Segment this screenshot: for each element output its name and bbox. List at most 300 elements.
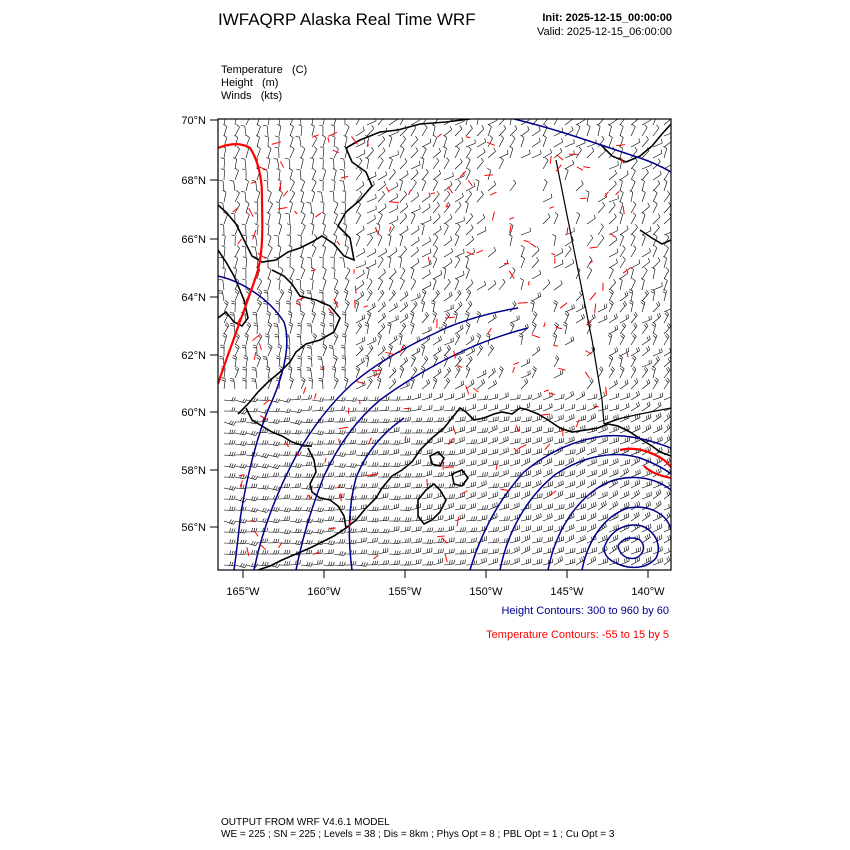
wind-barb-feather <box>661 524 662 528</box>
wind-barb-feather <box>245 520 247 524</box>
wind-barb <box>576 419 586 422</box>
wind-barb <box>455 205 461 213</box>
wind-barb-feather <box>373 419 374 423</box>
wind-barb <box>466 443 476 444</box>
wind-barb-feather <box>408 538 409 542</box>
wind-barb-feather <box>577 124 580 127</box>
wind-barb-feather <box>635 323 637 326</box>
wind-barb-feather <box>265 336 269 338</box>
wind-barb <box>378 215 382 224</box>
wind-barb-feather <box>562 248 563 252</box>
wind-barb <box>389 258 391 268</box>
wind-barb-feather <box>574 524 575 528</box>
wind-barb <box>400 229 408 235</box>
wind-barb-feather <box>278 454 280 458</box>
wind-barb <box>257 303 262 312</box>
wind-barb-feather <box>331 527 332 531</box>
wind-barb-feather <box>654 113 657 116</box>
wind-barb <box>543 182 547 191</box>
wind-barb-feather <box>222 235 226 237</box>
wind-barb <box>257 116 261 125</box>
height-contour-legend: Height Contours: 300 to 960 by 60 <box>501 605 669 617</box>
wind-barb-feather <box>672 468 673 472</box>
wind-barb <box>631 337 636 346</box>
wind-barb <box>389 487 399 488</box>
wind-barb-feather <box>657 427 658 431</box>
wind-barb-feather <box>311 540 313 544</box>
wind-barb-feather <box>504 438 505 442</box>
wind-barb-feather <box>259 334 262 337</box>
wind-barb-feather <box>672 524 673 528</box>
wind-barb-feather <box>492 369 494 373</box>
wind-barb <box>488 408 498 411</box>
wind-barb-feather <box>252 484 253 488</box>
wind-barb <box>378 175 387 180</box>
wind-barb <box>631 237 635 246</box>
wind-barb <box>235 532 245 533</box>
wind-barb-feather <box>629 292 633 294</box>
lon-label: 145°W <box>550 586 584 598</box>
wind-barb <box>488 127 491 136</box>
wind-barb-feather <box>447 369 449 372</box>
temperature-dash <box>390 202 399 203</box>
wind-barb-feather <box>662 348 663 352</box>
wind-barb-feather <box>494 247 496 251</box>
wind-barb-feather <box>340 463 342 467</box>
wind-barb <box>554 398 564 400</box>
wind-barb-feather <box>397 205 398 209</box>
wind-barb-feather <box>571 337 572 341</box>
wind-barb-feather <box>648 415 649 419</box>
wind-barb-feather <box>617 347 618 351</box>
wind-barb-feather <box>223 190 227 192</box>
wind-barb-feather <box>346 300 349 303</box>
wind-barb-feather <box>307 530 309 534</box>
wind-barb-feather <box>451 181 452 185</box>
wind-barb-feather <box>361 359 362 363</box>
wind-barb-feather <box>570 438 571 442</box>
wind-barb <box>532 261 539 269</box>
wind-barb-feather <box>265 562 266 566</box>
wind-barb-feather <box>656 415 657 419</box>
wind-barb-feather <box>648 258 650 262</box>
wind-barb-feather <box>487 168 491 170</box>
wind-barb-feather <box>355 450 356 454</box>
wind-barb-feather <box>322 549 323 553</box>
wind-barb-feather <box>594 314 595 318</box>
wind-barb-feather <box>573 502 574 506</box>
wind-barb-feather <box>377 463 378 467</box>
wind-barb-feather <box>314 333 317 336</box>
wind-barb-feather <box>410 313 413 315</box>
wind-barb <box>268 422 278 423</box>
wind-barb-feather <box>276 303 280 304</box>
wind-barb-feather <box>267 539 268 543</box>
wind-barb-feather <box>599 368 602 371</box>
wind-barb-feather <box>417 247 419 251</box>
wind-barb <box>224 215 227 224</box>
wind-barb-feather <box>560 148 562 152</box>
wind-barb <box>664 381 670 389</box>
wind-barb-feather <box>377 518 378 522</box>
wind-barb-feather <box>594 448 595 452</box>
wind-barb <box>290 236 291 246</box>
wind-barb <box>356 565 366 566</box>
temperature-dash <box>550 207 554 209</box>
wind-barb-feather <box>618 469 619 473</box>
wind-barb <box>311 258 312 268</box>
wind-barb <box>488 562 498 565</box>
wind-barb-feather <box>278 473 279 477</box>
wind-barb <box>356 185 364 191</box>
wind-barb-feather <box>220 347 224 348</box>
temperature-dash <box>457 517 459 526</box>
wind-barb-feather <box>365 358 369 360</box>
wind-barb <box>510 138 515 147</box>
wind-barb-feather <box>456 335 459 338</box>
wind-barb <box>587 440 596 444</box>
wind-barb <box>444 397 454 400</box>
wind-barb-feather <box>265 539 266 543</box>
wind-barb-feather <box>620 124 623 126</box>
wind-barb <box>235 193 240 202</box>
wind-barb-feather <box>487 472 488 476</box>
wind-barb-feather <box>287 508 289 512</box>
wind-barb-feather <box>666 268 669 271</box>
wind-barb-feather <box>297 323 301 324</box>
wind-barb-feather <box>300 190 303 192</box>
temperature-dash <box>550 491 557 495</box>
wind-barb-feather <box>476 528 477 532</box>
wind-barb-feather <box>582 448 583 452</box>
wind-barb-feather <box>439 148 441 152</box>
wind-barb <box>466 520 476 521</box>
wind-barb-feather <box>634 514 635 518</box>
wind-barb <box>389 319 398 323</box>
wind-barb-feather <box>432 429 433 433</box>
wind-barb-feather <box>364 495 365 499</box>
wind-barb-feather <box>441 270 442 274</box>
wind-barb <box>455 328 463 334</box>
wind-barb <box>587 218 595 224</box>
wind-barb-feather <box>395 496 396 500</box>
temperature-dash <box>445 317 455 318</box>
wind-barb-feather <box>421 344 424 346</box>
wind-barb <box>367 487 377 488</box>
wind-barb-feather <box>296 473 297 477</box>
wind-barb-feather <box>380 278 383 281</box>
wind-barb-feather <box>532 324 535 327</box>
wind-barb <box>400 295 408 301</box>
wind-barb <box>433 182 438 191</box>
wind-barb-feather <box>472 440 473 444</box>
wind-barb-feather <box>476 439 477 443</box>
wind-barb <box>345 400 355 401</box>
temperature-dash <box>590 247 598 248</box>
wind-barb <box>334 433 344 434</box>
wind-barb <box>433 421 443 422</box>
wind-barb-feather <box>439 472 440 476</box>
wind-barb-feather <box>498 538 499 542</box>
wind-barb <box>565 528 574 532</box>
wind-barb <box>543 138 546 147</box>
wind-barb-feather <box>617 490 618 494</box>
wind-barb-feather <box>593 414 594 418</box>
wind-barb-feather <box>614 546 615 550</box>
wind-barb-feather <box>322 483 323 487</box>
wind-barb-feather <box>483 214 485 218</box>
wind-barb-feather <box>591 504 592 508</box>
wind-barb <box>576 143 585 147</box>
wind-barb <box>455 430 465 433</box>
wind-barb-feather <box>425 356 428 359</box>
wind-barb <box>279 444 289 445</box>
wind-barb-feather <box>276 465 278 469</box>
wind-barb-feather <box>647 513 648 517</box>
wind-barb-feather <box>635 459 636 463</box>
wind-barb-feather <box>434 135 437 138</box>
wind-barb <box>257 313 258 323</box>
wind-barb-feather <box>258 302 261 305</box>
wind-barb-feather <box>621 335 624 338</box>
wind-barb-feather <box>647 381 649 385</box>
wind-barb <box>499 464 509 467</box>
wind-barb <box>521 130 529 136</box>
wind-barb <box>411 409 421 411</box>
wind-barb <box>389 186 398 191</box>
wind-barb-feather <box>274 235 278 236</box>
wind-barb-feather <box>263 473 264 477</box>
wind-barb-feather <box>331 541 333 545</box>
wind-barb-feather <box>331 516 332 520</box>
wind-barb-feather <box>307 326 311 327</box>
wind-barb-feather <box>287 561 288 565</box>
wind-barb <box>554 419 563 422</box>
wind-barb <box>466 552 476 554</box>
wind-barb-feather <box>601 503 602 507</box>
wind-barb <box>642 383 650 389</box>
wind-barb <box>521 399 531 400</box>
wind-barb-feather <box>618 458 619 462</box>
wind-barb-feather <box>219 280 223 281</box>
wind-barb <box>521 374 530 378</box>
wind-barb-feather <box>428 462 429 466</box>
wind-barb <box>301 215 305 224</box>
wind-barb-feather <box>322 560 323 564</box>
wind-barb-feather <box>448 279 450 282</box>
wind-barb-feather <box>265 519 267 523</box>
wind-barb-feather <box>318 507 320 511</box>
wind-barb <box>268 237 271 247</box>
wind-barb <box>554 374 563 379</box>
wind-barb-feather <box>230 181 234 182</box>
wind-barb-feather <box>319 290 323 291</box>
wind-barb-feather <box>452 406 453 410</box>
wind-barb-feather <box>529 150 530 154</box>
wind-barb-feather <box>333 396 334 400</box>
wind-barb <box>532 250 539 257</box>
wind-barb <box>367 264 376 268</box>
wind-barb-feather <box>298 125 302 127</box>
wind-barb-feather <box>307 562 309 566</box>
wind-barb-feather <box>232 464 234 468</box>
wind-barb-feather <box>495 426 496 430</box>
wind-barb-feather <box>654 333 657 336</box>
wind-barb <box>642 474 651 477</box>
wind-barb-feather <box>673 392 674 396</box>
wind-barb <box>257 532 267 533</box>
wind-barb-feather <box>342 484 343 488</box>
wind-barb-feather <box>654 201 657 204</box>
wind-barb-feather <box>601 235 604 238</box>
wind-barb-feather <box>353 463 355 467</box>
wind-barb-feather <box>240 563 242 566</box>
wind-barb-feather <box>635 147 637 150</box>
wind-barb-feather <box>614 279 616 282</box>
wind-barb-feather <box>344 530 346 534</box>
wind-barb-feather <box>584 469 585 473</box>
wind-barb-feather <box>245 179 248 181</box>
wind-barb-feather <box>377 450 378 454</box>
wind-barb-feather <box>403 323 406 326</box>
wind-barb-feather <box>471 381 472 385</box>
wind-barb-feather <box>431 326 432 330</box>
wind-barb-feather <box>552 234 556 236</box>
wind-barb-feather <box>661 425 662 429</box>
wind-barb <box>255 247 257 257</box>
temperature-dash <box>509 271 514 279</box>
wind-barb-feather <box>347 268 350 271</box>
wind-barb-feather <box>377 483 378 487</box>
wind-barb-feather <box>439 528 440 532</box>
wind-barb-feather <box>318 463 319 467</box>
wind-barb-feather <box>274 507 276 511</box>
wind-barb-feather <box>307 291 311 292</box>
wind-barb <box>444 160 449 169</box>
wind-barb-feather <box>320 431 322 435</box>
wind-barb-feather <box>417 539 418 543</box>
wind-barb-feather <box>223 336 227 338</box>
wind-barb <box>400 195 407 203</box>
wind-barb-feather <box>513 303 515 306</box>
wind-barb-feather <box>286 358 290 359</box>
wind-barb-feather <box>370 235 373 238</box>
wind-barb-feather <box>230 452 231 456</box>
wind-barb-feather <box>450 462 451 466</box>
wind-barb-feather <box>371 147 373 150</box>
wind-barb <box>400 317 408 323</box>
wind-barb-feather <box>658 469 659 473</box>
wind-barb-feather <box>463 527 464 531</box>
wind-barb-feather <box>574 139 575 143</box>
wind-barb-feather <box>566 311 569 314</box>
wind-barb-feather <box>236 366 239 369</box>
wind-barb-feather <box>610 291 613 294</box>
wind-barb <box>411 463 421 466</box>
wind-barb-feather <box>335 289 338 292</box>
wind-barb <box>235 248 240 257</box>
wind-barb-feather <box>292 190 295 193</box>
wind-barb-feather <box>256 190 259 192</box>
wind-barb <box>367 209 376 213</box>
wind-barb-feather <box>450 484 451 488</box>
wind-barb <box>312 126 314 136</box>
wind-barb-feather <box>375 407 376 411</box>
wind-barb <box>278 236 279 246</box>
wind-barb-feather <box>591 558 592 562</box>
wind-barb-feather <box>276 419 278 423</box>
wind-barb-feather <box>645 268 648 271</box>
wind-barb-feather <box>278 539 279 543</box>
wind-barb-feather <box>485 227 486 231</box>
wind-barb-feather <box>474 538 475 542</box>
wind-barb-feather <box>485 472 486 476</box>
wind-barb-feather <box>637 115 639 119</box>
wind-barb <box>224 236 225 246</box>
wind-barb-feather <box>422 366 425 368</box>
wind-barb-feather <box>493 315 494 319</box>
wind-barb-feather <box>309 395 310 399</box>
wind-barb <box>301 159 303 169</box>
wind-barb-feather <box>607 315 608 319</box>
wind-barb-feather <box>657 314 659 318</box>
wind-barb-feather <box>345 302 348 305</box>
wind-barb <box>224 510 234 511</box>
wind-barb <box>499 154 508 158</box>
wind-barb-feather <box>434 377 437 380</box>
wind-barb-feather <box>265 474 266 478</box>
wind-barb-feather <box>429 193 430 197</box>
wind-barb <box>433 532 443 533</box>
wind-barb-feather <box>667 558 669 562</box>
wind-barb <box>510 540 520 543</box>
wind-barb-feather <box>242 279 246 280</box>
wind-barb <box>631 551 641 554</box>
wind-barb <box>631 429 640 433</box>
wind-barb-feather <box>496 538 497 542</box>
wind-barb-feather <box>410 417 411 421</box>
wind-barb-feather <box>494 484 495 488</box>
wind-barb-feather <box>511 322 514 325</box>
wind-barb-feather <box>553 302 556 304</box>
wind-barb <box>367 159 369 169</box>
wind-barb <box>323 281 326 291</box>
temperature-dash <box>513 367 515 373</box>
wind-barb-feather <box>673 546 674 550</box>
wind-barb-feather <box>322 168 325 170</box>
wind-barb-feather <box>375 419 376 423</box>
wind-barb-feather <box>259 279 262 282</box>
wind-barb <box>290 399 300 400</box>
wind-barb-feather <box>256 564 258 568</box>
wind-barb-feather <box>618 414 619 418</box>
wind-barb-feather <box>387 325 391 327</box>
wind-barb <box>422 474 432 477</box>
wind-barb <box>510 476 520 477</box>
wind-barb-feather <box>386 407 387 411</box>
wind-barb-feather <box>496 472 497 476</box>
wind-barb-feather <box>384 419 385 423</box>
wind-barb-feather <box>429 204 430 208</box>
wind-barb-feather <box>357 234 360 237</box>
wind-barb <box>279 280 280 290</box>
wind-barb-feather <box>297 169 301 170</box>
wind-barb-feather <box>222 378 226 380</box>
temperature-dash <box>585 372 589 379</box>
wind-barb-feather <box>582 470 583 474</box>
wind-barb-feather <box>309 540 310 544</box>
wind-barb <box>444 518 454 521</box>
